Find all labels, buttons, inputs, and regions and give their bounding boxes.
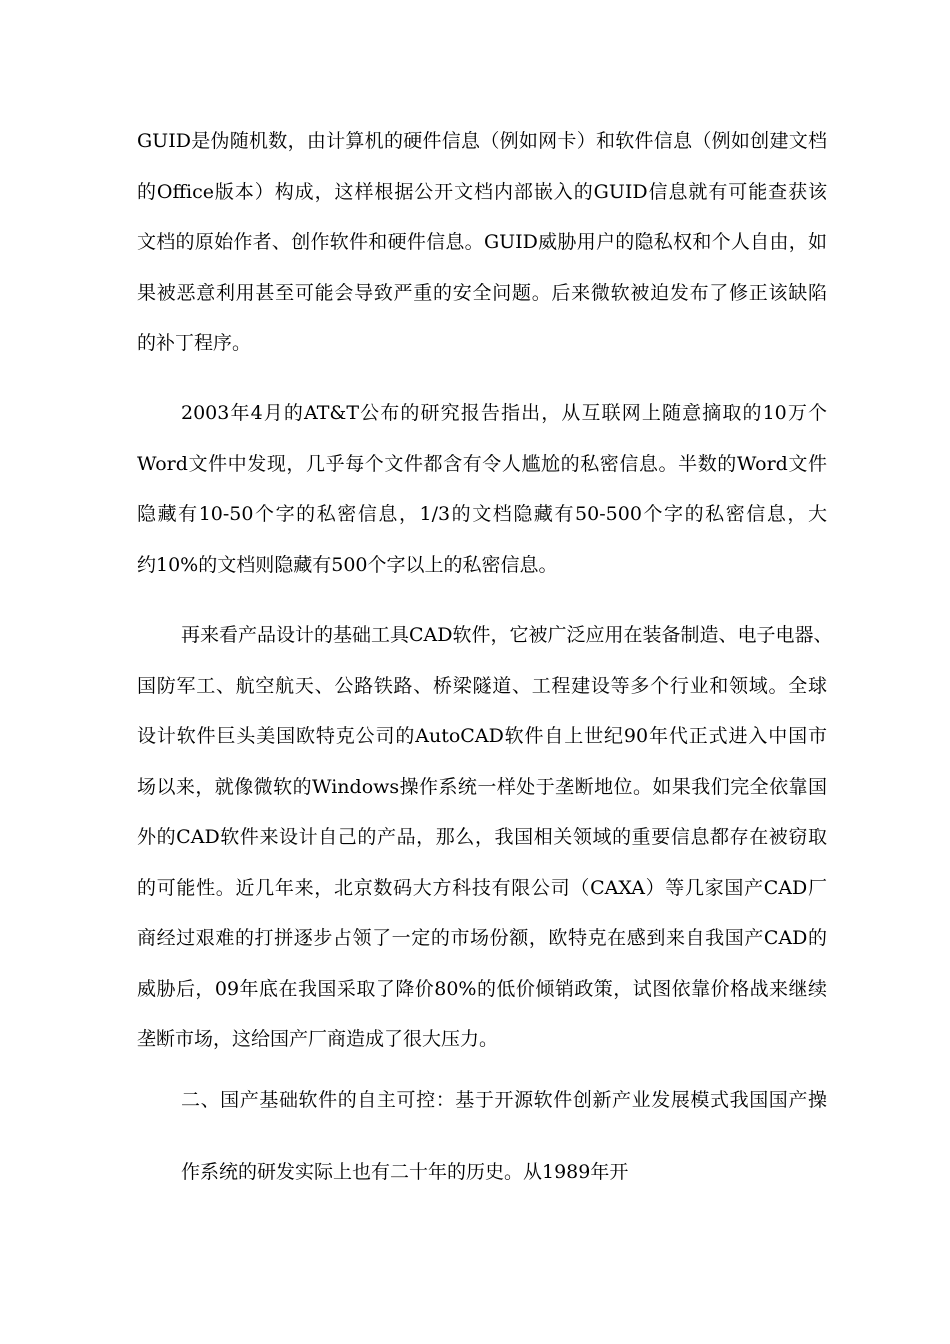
paragraph-1-line-5: 的补丁程序。 <box>137 332 252 354</box>
paragraph-1-line-1: GUID是伪随机数，由计算机的硬件信息（例如网卡）和软件信息（例如创建文档 <box>137 130 827 152</box>
paragraph-3-line-8: 威胁后，09年底在我国采取了降价80%的低价倾销政策，试图依靠价格战来继续 <box>137 978 827 1000</box>
paragraph-3-line-5: 外的CAD软件来设计自己的产品，那么，我国相关领域的重要信息都存在被窃取 <box>137 826 827 848</box>
paragraph-1-line-4: 果被恶意利用甚至可能会导致严重的安全问题。后来微软被迫发布了修正该缺陷 <box>137 282 827 304</box>
paragraph-3-line-9: 垄断市场，这给国产厂商造成了很大压力。 <box>137 1028 499 1050</box>
paragraph-1-line-3: 文档的原始作者、创作软件和硬件信息。GUID威胁用户的隐私权和个人自由，如 <box>137 231 827 253</box>
paragraph-3-line-7: 商经过艰难的打拼逐步占领了一定的市场份额，欧特克在感到来自我国产CAD的 <box>137 927 827 949</box>
section-heading-line: 二、国产基础软件的自主可控：基于开源软件创新产业发展模式我国国产操 <box>181 1089 827 1111</box>
paragraph-3-line-2: 国防军工、航空航天、公路铁路、桥梁隧道、工程建设等多个行业和领域。全球 <box>137 675 827 697</box>
paragraph-5-line-1: 作系统的研发实际上也有二十年的历史。从1989年开 <box>181 1161 629 1183</box>
paragraph-2-line-3: 隐藏有10-50个字的私密信息，1/3的文档隐藏有50-500个字的私密信息，大 <box>137 503 827 525</box>
paragraph-2-line-4: 约10%的文档则隐藏有500个字以上的私密信息。 <box>137 554 558 576</box>
paragraph-2-line-2: Word文件中发现，几乎每个文件都含有令人尴尬的私密信息。半数的Word文件 <box>137 453 827 475</box>
paragraph-3-line-6: 的可能性。近几年来，北京数码大方科技有限公司（CAXA）等几家国产CAD厂 <box>137 877 827 899</box>
paragraph-3-line-1: 再来看产品设计的基础工具CAD软件，它被广泛应用在装备制造、电子电器、 <box>181 624 833 646</box>
paragraph-1-line-2: 的Office版本）构成，这样根据公开文档内部嵌入的GUID信息就有可能查获该 <box>137 181 827 203</box>
paragraph-3-line-3: 设计软件巨头美国欧特克公司的AutoCAD软件自上世纪90年代正式进入中国市 <box>137 725 827 747</box>
paragraph-2-line-1: 2003年4月的AT&T公布的研究报告指出，从互联网上随意摘取的10万个 <box>181 402 827 424</box>
paragraph-3-line-4: 场以来，就像微软的Windows操作系统一样处于垄断地位。如果我们完全依靠国 <box>137 776 827 798</box>
